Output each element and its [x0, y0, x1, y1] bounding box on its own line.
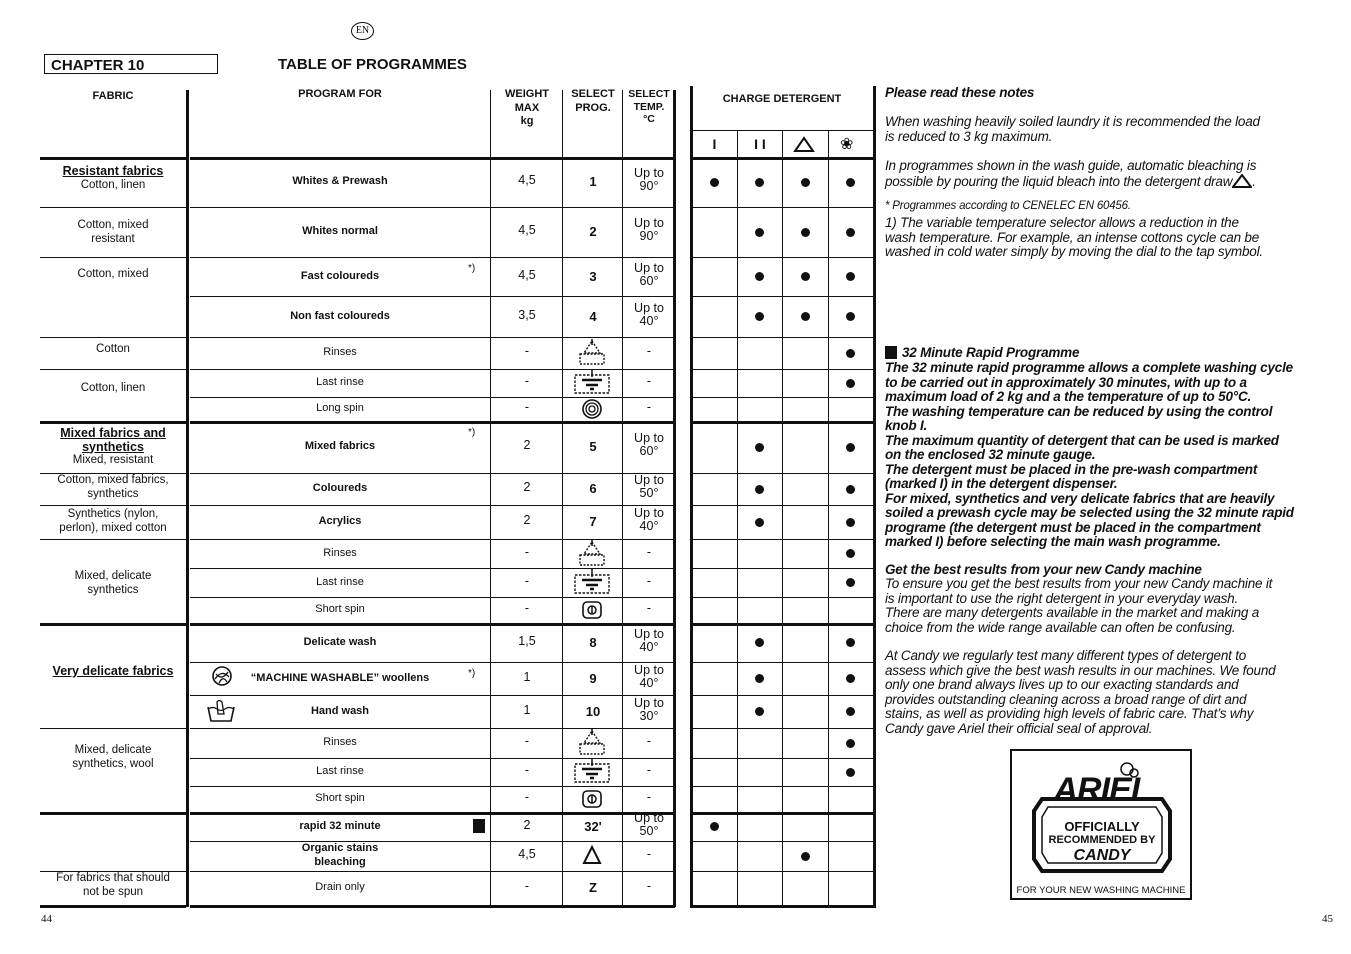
- fabric-mixed-delicate-wool: Mixed, delicate synthetics, wool: [72, 744, 154, 770]
- hand-wash-icon: [205, 698, 237, 724]
- row-divider: [40, 337, 186, 338]
- detergent-dot: [755, 312, 764, 321]
- notes-heading: Please read these notes: [885, 85, 1035, 100]
- row-divider: [690, 539, 876, 540]
- temperature-value: -: [646, 344, 652, 358]
- bleach-triangle-icon: [572, 842, 612, 870]
- program-name: Last rinse: [316, 376, 364, 388]
- fabric-resistant: Resistant fabrics Cotton, linen: [62, 164, 164, 191]
- detergent-dot: [755, 518, 764, 527]
- weight-value: -: [524, 400, 530, 414]
- logo-line3: CANDY: [1073, 847, 1131, 864]
- program-name: Non fast coloureds: [290, 309, 390, 322]
- program-name: Rinses: [323, 346, 357, 358]
- text-line: assess which give the best wash results in our machines. We found: [885, 662, 1276, 678]
- rapid-text: [885, 361, 1294, 550]
- last-rinse-icon: [572, 758, 612, 786]
- fabric-cotton-linen: Cotton, linen: [80, 382, 146, 394]
- row-divider: [40, 623, 186, 626]
- weight-value: -: [524, 763, 530, 777]
- temperature-value: Up to 30°: [634, 695, 664, 723]
- row-divider: [40, 257, 186, 258]
- fabric-cotton-mixed: Cotton, mixed: [77, 268, 149, 280]
- text-line: marked I) before selecting the main wash programme.: [885, 534, 1221, 549]
- text-line: knob I.: [885, 418, 928, 433]
- detergent-dot: [710, 178, 719, 187]
- rapid-heading: 32 Minute Rapid Programme: [885, 346, 1079, 361]
- temperature-value: Up to 40°: [634, 662, 664, 690]
- row-divider: [690, 728, 876, 729]
- wool-icon: [210, 665, 234, 687]
- column-divider: [562, 90, 563, 907]
- detergent-dot: [846, 379, 855, 388]
- program-name: Drain only: [315, 881, 365, 893]
- detergent-dot: [755, 485, 764, 494]
- detergent-dot: [755, 674, 764, 683]
- footnote-marker: *): [468, 668, 476, 679]
- program-name: Short spin: [315, 603, 365, 615]
- row-divider: [690, 257, 876, 258]
- row-divider: [190, 662, 675, 663]
- text-line: There are many detergents available in the market and making a: [885, 605, 1260, 620]
- short-spin-icon: [572, 785, 612, 813]
- page-number-right: 45: [1322, 913, 1333, 925]
- weight-value: -: [524, 344, 530, 358]
- detergent-dot: [755, 272, 764, 281]
- rapid-square-icon: [885, 346, 897, 359]
- temperature-value: -: [646, 790, 652, 804]
- row-divider: [190, 257, 675, 258]
- softener-flower-icon: ❀: [840, 136, 854, 153]
- row-divider: [40, 421, 186, 424]
- header-fabric: FABRIC: [92, 90, 134, 102]
- temperature-value: -: [646, 400, 652, 414]
- temperature-value: -: [646, 734, 652, 748]
- row-divider: [690, 421, 876, 424]
- temperature-value: -: [646, 374, 652, 388]
- column-divider: [186, 90, 189, 907]
- detergent-dot: [846, 485, 855, 494]
- text-line: stains, as well as providing high levels of fabric care. That’s why: [885, 706, 1254, 721]
- weight-value: 2: [523, 480, 531, 494]
- program-name: Delicate wash: [303, 635, 377, 648]
- temperature-value: Up to 60°: [634, 431, 664, 458]
- detergent-dot: [846, 578, 855, 587]
- text-line: provides outstanding cleaning across a broad range of dirt and: [885, 691, 1247, 707]
- temperature-value: Up to 50°: [634, 473, 664, 500]
- detergent-dot: [846, 228, 855, 237]
- row-divider: [190, 337, 675, 338]
- detergent-dot: [846, 707, 855, 716]
- weight-value: 1,5: [518, 633, 536, 648]
- detergent-dot: [846, 674, 855, 683]
- header-temp: SELECT TEMP. °C: [628, 88, 670, 125]
- temperature-value: Up to 40°: [634, 626, 664, 654]
- fabric-very-delicate: Very delicate fabrics: [52, 664, 174, 678]
- weight-value: -: [524, 573, 530, 588]
- fabric-cotton-mixed-resistant: Cotton, mixed resistant: [77, 219, 149, 245]
- row-divider: [40, 369, 186, 370]
- program-number: 3: [589, 268, 597, 284]
- row-divider: [690, 568, 876, 569]
- row-divider: [690, 397, 876, 398]
- text-line: programe (the detergent must be placed in the compartment: [885, 519, 1261, 535]
- detergent-dot: [846, 549, 855, 558]
- text-line: to be carried out in approximately 30 minutes, with up to a: [885, 374, 1247, 390]
- row-divider: [690, 130, 873, 131]
- text-line: soiled a prewash cycle may be selected using the 32 minute rapid: [885, 505, 1294, 520]
- language-badge: EN: [351, 22, 374, 40]
- row-divider: [40, 157, 186, 160]
- program-name: Whites & Prewash: [292, 175, 388, 187]
- column-divider: [490, 90, 491, 907]
- row-divider: [40, 812, 186, 815]
- program-name: Last rinse: [316, 575, 364, 588]
- column-divider: [690, 86, 693, 907]
- detergent-dot: [755, 178, 764, 187]
- row-divider: [690, 505, 876, 506]
- row-divider: [190, 505, 675, 506]
- logo-line1: OFFICIALLY: [1064, 819, 1140, 834]
- last-rinse-icon: [572, 569, 612, 597]
- text-line: The 32 minute rapid programme allows a complete washing cycle: [885, 360, 1293, 375]
- program-number: 2: [589, 224, 597, 239]
- fabric-cotton-mixed-synthetics: Cotton, mixed fabrics, synthetics: [57, 474, 169, 500]
- note-bleaching: In programmes shown in the wash guide, automatic bleaching is possible by pouring the liquid bleach into the detergent draw .: [885, 158, 1257, 189]
- row-divider: [690, 812, 876, 815]
- text-line: To ensure you get the best results from your new Candy machine it: [885, 576, 1273, 591]
- text-line: is important to use the right detergent in your everyday wash.: [885, 590, 1239, 606]
- text-line: (marked I) in the detergent dispenser.: [885, 476, 1118, 491]
- detergent-dot: [846, 518, 855, 527]
- temperature-value: Up to 90°: [634, 166, 664, 193]
- temperature-value: Up to 50°: [634, 810, 664, 838]
- rinse-icon: [572, 729, 612, 757]
- row-divider: [190, 207, 675, 208]
- detergent-dot: [755, 228, 764, 237]
- logo-caption: FOR YOUR NEW WASHING MACHINE: [1016, 885, 1186, 896]
- note-temperature-selector: 1) The variable temperature selector allows a reduction in the wash temperature. For example, an intense cottons cycle can be washed in cold water simply by moving the dial to the tap symbol.: [885, 215, 1263, 259]
- detergent-dot: [801, 272, 810, 281]
- row-divider: [190, 871, 675, 872]
- header-detergent: CHARGE DETERGENT: [722, 93, 842, 105]
- best-results-text: [885, 577, 1272, 635]
- text-line: The washing temperature can be reduced by using the control: [885, 403, 1273, 419]
- text-line: on the enclosed 32 minute gauge.: [885, 447, 1096, 462]
- last-rinse-icon: [572, 369, 612, 397]
- row-divider: [690, 337, 876, 338]
- detergent-dot: [846, 312, 855, 321]
- fabric-mixed-synthetics: Mixed fabrics and synthetics Mixed, resistant: [60, 426, 166, 466]
- detergent-dot: [801, 312, 810, 321]
- temperature-value: -: [646, 879, 652, 893]
- program-name: rapid 32 minute: [299, 819, 381, 832]
- candy-text: [885, 649, 1275, 736]
- weight-value: 4,5: [518, 223, 536, 237]
- weight-value: 3,5: [518, 307, 536, 322]
- program-name: Last rinse: [316, 765, 364, 777]
- program-name: Organic stains bleaching: [301, 842, 379, 868]
- temperature-value: -: [646, 763, 652, 777]
- weight-value: 2: [523, 513, 531, 527]
- program-number: 32': [584, 818, 602, 834]
- program-number: 8: [589, 634, 597, 650]
- detergent-dot: [846, 638, 855, 647]
- page-title: TABLE OF PROGRAMMES: [278, 56, 467, 73]
- temperature-value: Up to 90°: [634, 216, 664, 243]
- column-divider: [622, 90, 623, 907]
- detergent-dot: [846, 739, 855, 748]
- detergent-dot: [755, 707, 764, 716]
- text-line: only one brand always lives up to our exacting standards and: [885, 677, 1239, 692]
- weight-value: -: [524, 374, 530, 388]
- weight-value: 4,5: [518, 847, 536, 861]
- detergent-dot: [846, 768, 855, 777]
- note-cenelec: * Programmes according to CENELEC EN 60456.: [885, 200, 1131, 212]
- row-divider: [690, 662, 876, 663]
- ariel-brand: ARIEL: [1053, 771, 1151, 809]
- row-divider: [690, 207, 876, 208]
- weight-value: -: [524, 790, 530, 804]
- program-name: Rinses: [323, 736, 357, 748]
- row-divider: [40, 539, 186, 540]
- row-divider: [690, 157, 876, 160]
- row-divider: [690, 841, 876, 842]
- program-name: Long spin: [316, 402, 364, 414]
- short-spin-icon: [572, 596, 612, 624]
- bleach-triangle-icon: [793, 136, 815, 153]
- text-line: maximum load of 2 kg and a the temperature of up to 50°C.: [885, 389, 1252, 404]
- detergent-dot: [846, 443, 855, 452]
- text-line: Candy gave Ariel their official seal of approval.: [885, 720, 1153, 736]
- program-name: Hand wash: [310, 704, 370, 717]
- row-divider: [690, 623, 876, 626]
- detergent-col-2: I I: [754, 136, 766, 152]
- ariel-logo: [1010, 749, 1192, 900]
- detergent-dot: [755, 443, 764, 452]
- weight-value: 4,5: [518, 173, 536, 187]
- row-divider: [690, 296, 876, 297]
- row-divider: [690, 905, 876, 908]
- fabric-not-spun: For fabrics that should not be spun: [56, 872, 170, 898]
- row-divider: [190, 473, 675, 474]
- row-divider: [690, 786, 876, 787]
- text-line: At Candy we regularly test many different types of detergent to: [885, 648, 1247, 663]
- page-number-left: 44: [41, 913, 52, 925]
- temperature-value: -: [646, 847, 652, 861]
- footnote-marker: *): [468, 427, 476, 438]
- column-divider: [737, 130, 738, 907]
- row-divider: [690, 473, 876, 474]
- row-divider: [40, 728, 186, 729]
- temperature-value: -: [646, 544, 652, 559]
- row-divider: [40, 207, 186, 208]
- row-divider: [690, 597, 876, 598]
- column-divider: [828, 130, 829, 907]
- chapter-label: CHAPTER 10: [44, 54, 218, 74]
- weight-value: -: [524, 879, 530, 893]
- column-divider: [873, 86, 876, 907]
- row-divider: [40, 505, 186, 506]
- detergent-dot: [846, 349, 855, 358]
- row-divider: [690, 758, 876, 759]
- header-program: PROGRAM FOR: [298, 88, 382, 100]
- row-divider: [190, 157, 675, 160]
- temperature-value: Up to 40°: [634, 506, 664, 533]
- row-divider: [190, 296, 675, 297]
- weight-value: 1: [523, 702, 531, 717]
- detergent-dot: [801, 228, 810, 237]
- note-heavily-soiled: When washing heavily soiled laundry it is recommended the load is reduced to 3 kg maximum.: [885, 114, 1260, 144]
- program-number: Z: [589, 880, 597, 895]
- program-name: Fast coloureds: [300, 269, 380, 282]
- column-divider: [782, 130, 783, 907]
- row-divider: [690, 871, 876, 872]
- program-name: Whites normal: [302, 225, 378, 237]
- weight-value: 1: [523, 669, 531, 684]
- row-divider: [690, 369, 876, 370]
- fabric-cotton: Cotton: [96, 343, 130, 355]
- text-line: choice from the wide range available can often be confusing.: [885, 619, 1236, 635]
- weight-value: -: [524, 601, 530, 615]
- detergent-dot: [710, 822, 719, 831]
- rapid-square-icon: [473, 819, 485, 833]
- temperature-value: -: [646, 573, 652, 588]
- text-line: The detergent must be placed in the pre-wash compartment: [885, 461, 1258, 477]
- weight-value: -: [524, 544, 530, 559]
- program-name: Acrylics: [318, 515, 362, 527]
- program-number: 1: [589, 174, 597, 189]
- long-spin-icon: [572, 395, 612, 423]
- detergent-col-1: I: [712, 136, 717, 152]
- row-divider: [40, 905, 186, 908]
- text-line: The maximum quantity of detergent that can be used is marked: [885, 432, 1279, 448]
- program-name: Coloureds: [312, 482, 368, 494]
- program-number: 4: [589, 308, 597, 324]
- logo-line2: RECOMMENDED BY: [1048, 834, 1156, 846]
- program-number: 5: [589, 439, 597, 454]
- program-name: Mixed fabrics: [304, 440, 376, 452]
- fabric-mixed-delicate: Mixed, delicate synthetics: [74, 570, 152, 596]
- detergent-dot: [801, 852, 810, 861]
- program-number: 10: [585, 703, 601, 719]
- weight-value: 4,5: [518, 267, 536, 282]
- bleach-triangle-icon: [1232, 174, 1252, 188]
- temperature-value: -: [646, 601, 652, 615]
- detergent-dot: [755, 638, 764, 647]
- row-divider: [690, 695, 876, 696]
- footnote-marker: *): [468, 263, 476, 274]
- row-divider: [190, 905, 675, 908]
- rinse-icon: [572, 339, 612, 367]
- temperature-value: Up to 60°: [634, 260, 664, 288]
- weight-value: -: [524, 734, 530, 748]
- detergent-dot: [846, 178, 855, 187]
- program-number: 7: [589, 514, 597, 529]
- temperature-value: Up to 40°: [634, 300, 664, 328]
- header-weight: WEIGHT MAX kg: [505, 88, 549, 127]
- program-name: “MACHINE WASHABLE” woollens: [250, 671, 430, 684]
- best-results-heading: Get the best results from your new Candy machine: [885, 562, 1202, 577]
- detergent-dot: [801, 178, 810, 187]
- weight-value: 2: [523, 817, 531, 832]
- fabric-synthetics-nylon: Synthetics (nylon, perlon), mixed cotton: [59, 508, 167, 534]
- program-name: Rinses: [323, 546, 357, 559]
- text-line: For mixed, synthetics and very delicate fabrics that are heavily: [885, 490, 1275, 506]
- program-number: 6: [589, 481, 597, 496]
- program-number: 9: [589, 670, 597, 686]
- rinse-icon: [572, 540, 612, 568]
- row-divider: [190, 695, 675, 696]
- weight-value: 2: [523, 438, 531, 452]
- program-name: Short spin: [315, 792, 365, 804]
- header-prog: SELECT PROG.: [571, 88, 615, 114]
- detergent-dot: [846, 272, 855, 281]
